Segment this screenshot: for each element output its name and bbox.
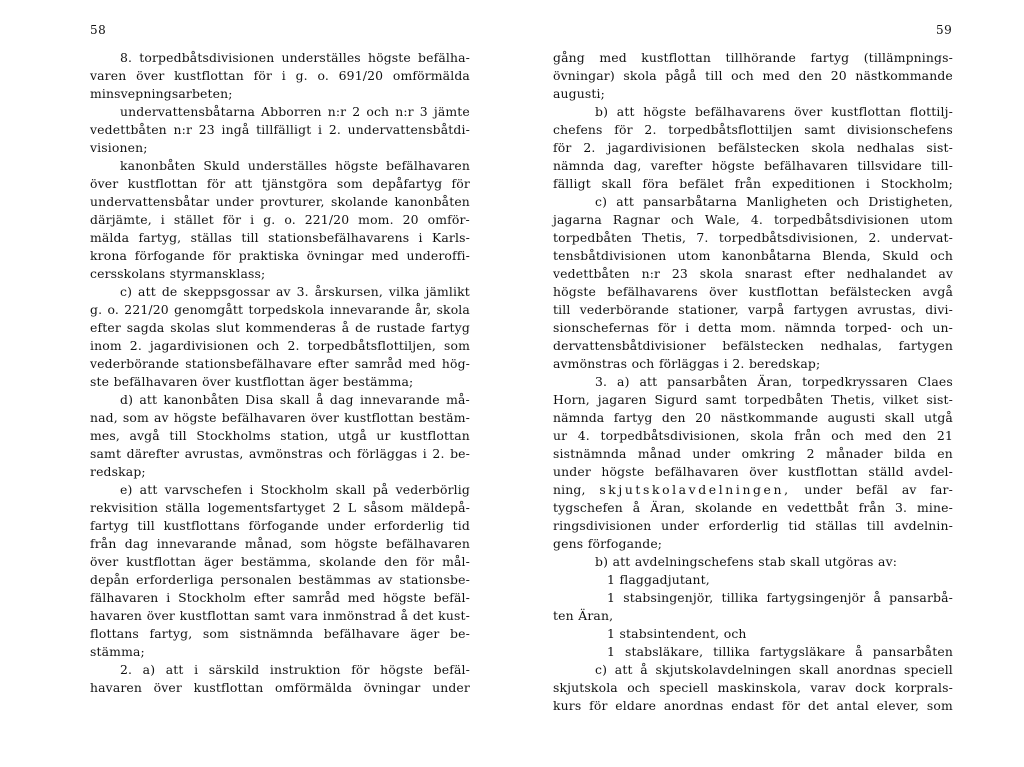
text-line: för 2. jagardivisionen befälstecken skola nedhalas sist- — [553, 140, 953, 155]
text-line: g. o. 221/20 genomgått torpedskola innevarande år, skola — [90, 302, 470, 317]
text-line: havaren över kustflottan samt vara inmönstrad å det kust- — [90, 608, 470, 623]
text-line: c) att pansarbåtarna Manligheten och Dristigheten, — [595, 194, 953, 209]
text-line: skjutskola och speciell maskinskola, varav dock korprals- — [553, 680, 953, 695]
text-line: dervattensbåtdivisioner befälstecken nedhalas, fartygen — [553, 338, 953, 353]
text-line: över kustflottan för att tjänstgöra som depåfartyg för — [90, 176, 470, 191]
text-line: undervattensbåtar under provturer, skolande kanonbåten — [90, 194, 470, 209]
text-line: 8. torpedbåtsdivisionen underställes högste befälha- — [120, 50, 470, 65]
page-number: 58 — [90, 23, 107, 37]
text-line: ringsdivisionen under erforderlig tid ställas till avdelnin- — [553, 518, 953, 533]
text-line: 1 flaggadjutant, — [607, 572, 710, 587]
text-line: undervattensbåtarna Abborren n:r 2 och n:r 3 jämte — [120, 104, 470, 119]
text-line: fartyg till kustflottans förfogande under erforderlig tid — [90, 518, 470, 533]
text-line: 1 stabsintendent, och — [607, 626, 747, 641]
text-line: c) att de skeppsgossar av 3. årskursen, vilka jämlikt — [120, 284, 470, 299]
text-line: gens förfogande; — [553, 536, 663, 551]
text-line: nad, som av högste befälhavaren över kustflottan bestäm- — [90, 410, 470, 425]
text-line: över kustflottan äger bestämma, skolande den för mål- — [90, 554, 470, 569]
text-line: fälligt skall föra befälet från expeditionen i Stockholm; — [553, 176, 953, 191]
text-line: c) att å skjutskolavdelningen skall anordnas speciell — [595, 662, 953, 677]
text-line: 1 stabsläkare, tillika fartygsläkare å pansarbåten — [607, 644, 953, 659]
text-line: 2. a) att i särskild instruktion för högste befäl- — [120, 662, 470, 677]
text-line: kanonbåten Skuld underställes högste befälhavaren — [120, 158, 470, 173]
text-line: avmönstras och förläggas i 2. beredskap; — [553, 356, 821, 371]
text-line: sistnämnda månad under omkring 2 månader bilda en — [553, 446, 953, 461]
text-line: varen över kustflottan för i g. o. 691/20 omförmälda — [90, 68, 470, 83]
text-line: depån erforderliga personalen bestämmas av stationsbe- — [90, 572, 470, 587]
text-line: mälda fartyg, ställas till stationsbefälhavarens i Karls- — [90, 230, 470, 245]
text-line: tygschefen å Äran, skolande en vedettbåt från 3. mine- — [553, 500, 953, 515]
text-line: stämma; — [90, 644, 145, 659]
text-line: ten Äran, — [553, 608, 614, 623]
text-line: vedettbåten n:r 23 ingå tillfälligt i 2. undervattensbåtdi- — [90, 122, 470, 137]
text-line: augusti; — [553, 86, 605, 101]
text-line: fälhavaren i Stockholm efter samråd med högste befäl- — [90, 590, 470, 605]
text-line: under högste befälhavaren över kustflottan ställd avdel- — [553, 464, 953, 479]
text-line: e) att varvschefen i Stockholm skall på vederbörlig — [120, 482, 470, 497]
text-line: Horn, jagaren Sigurd samt torpedbåten Thetis, vilket sist- — [553, 392, 953, 407]
text-line: cersskolans styrmansklass; — [90, 266, 266, 281]
text-line: samt därefter avrustas, avmönstras och förläggas i 2. be- — [90, 446, 470, 461]
text-line: nämnda dag, varefter högste befälhavaren tillsvidare till- — [553, 158, 953, 173]
text-line: ur 4. torpedbåtsdivisionen, skola från och med den 21 — [553, 428, 953, 443]
text-line: tensbåtdivisionen utom kanonbåtarna Blenda, Skuld och — [553, 248, 953, 263]
text-line: visionen; — [90, 140, 148, 155]
text-line: högste befälhavarens över kustflottan befälstecken avgå — [553, 284, 953, 299]
text-line: d) att kanonbåten Disa skall å dag innevarande må- — [120, 392, 470, 407]
text-line: 1 stabsingenjör, tillika fartygsingenjör å pansarbå- — [607, 590, 953, 605]
page-body — [553, 49, 953, 715]
text-line: krona förfogande för praktiska övningar med underoffi- — [90, 248, 470, 263]
right-page — [512, 0, 1024, 767]
page-number: 59 — [936, 23, 953, 37]
text-line: b) att högste befälhavarens över kustflottan flottilj- — [595, 104, 953, 119]
text-line: redskap; — [90, 464, 146, 479]
text-line: ning, skjutskolavdelningen, under befäl av far- — [553, 482, 953, 497]
text-line: mes, avgå till Stockholms station, utgå ur kustflottan — [90, 428, 470, 443]
text-line: havaren över kustflottan omförmälda övningar under — [90, 680, 470, 695]
text-line: vederbörande stationsbefälhavare efter samråd med hög- — [90, 356, 470, 371]
text-line: till vederbörande stationer, varpå fartygen avrustas, divi- — [553, 302, 953, 317]
text-line: torpedbåten Thetis, 7. torpedbåtsdivisionen, 2. undervat- — [553, 230, 953, 245]
text-line: 3. a) att pansarbåten Äran, torpedkryssaren Claes — [595, 374, 953, 389]
text-line: efter sagda skolas slut kommenderas å de rustade fartyg — [90, 320, 470, 335]
page-body — [90, 49, 470, 697]
text-line: sionschefernas för i detta mom. nämnda torped- och un- — [553, 320, 953, 335]
text-line: b) att avdelningschefens stab skall utgöras av: — [595, 554, 898, 569]
text-line: ste befälhavaren över kustflottan äger bestämma; — [90, 374, 414, 389]
text-line: därjämte, i stället för i g. o. 221/20 mom. 20 omför- — [90, 212, 470, 227]
text-line: kurs för eldare anordnas endast för det antal elever, som — [553, 698, 953, 713]
text-line: flottans fartyg, som sistnämnda befälhavare äger be- — [90, 626, 470, 641]
text-line: gång med kustflottan tillhörande fartyg (tillämpnings- — [553, 50, 953, 65]
text-line: jagarna Ragnar och Wale, 4. torpedbåtsdivisionen utom — [553, 212, 953, 227]
text-line: från dag innevarande månad, som högste befälhavaren — [90, 536, 470, 551]
text-line: vedettbåten n:r 23 skola snarast efter nedhalandet av — [553, 266, 953, 281]
text-line: chefens för 2. torpedbåtsflottiljen samt divisionschefens — [553, 122, 953, 137]
text-line: minsvepningsarbeten; — [90, 86, 233, 101]
text-line: rekvisition ställa logementsfartyget 2 L såsom mäldepå- — [90, 500, 470, 515]
text-line: nämnda fartyg den 20 nästkommande augusti skall utgå — [553, 410, 953, 425]
text-line: inom 2. jagardivisionen och 2. torpedbåtsflottiljen, som — [90, 338, 470, 353]
text-line: övningar) skola pågå till och med den 20 nästkommande — [553, 68, 953, 83]
